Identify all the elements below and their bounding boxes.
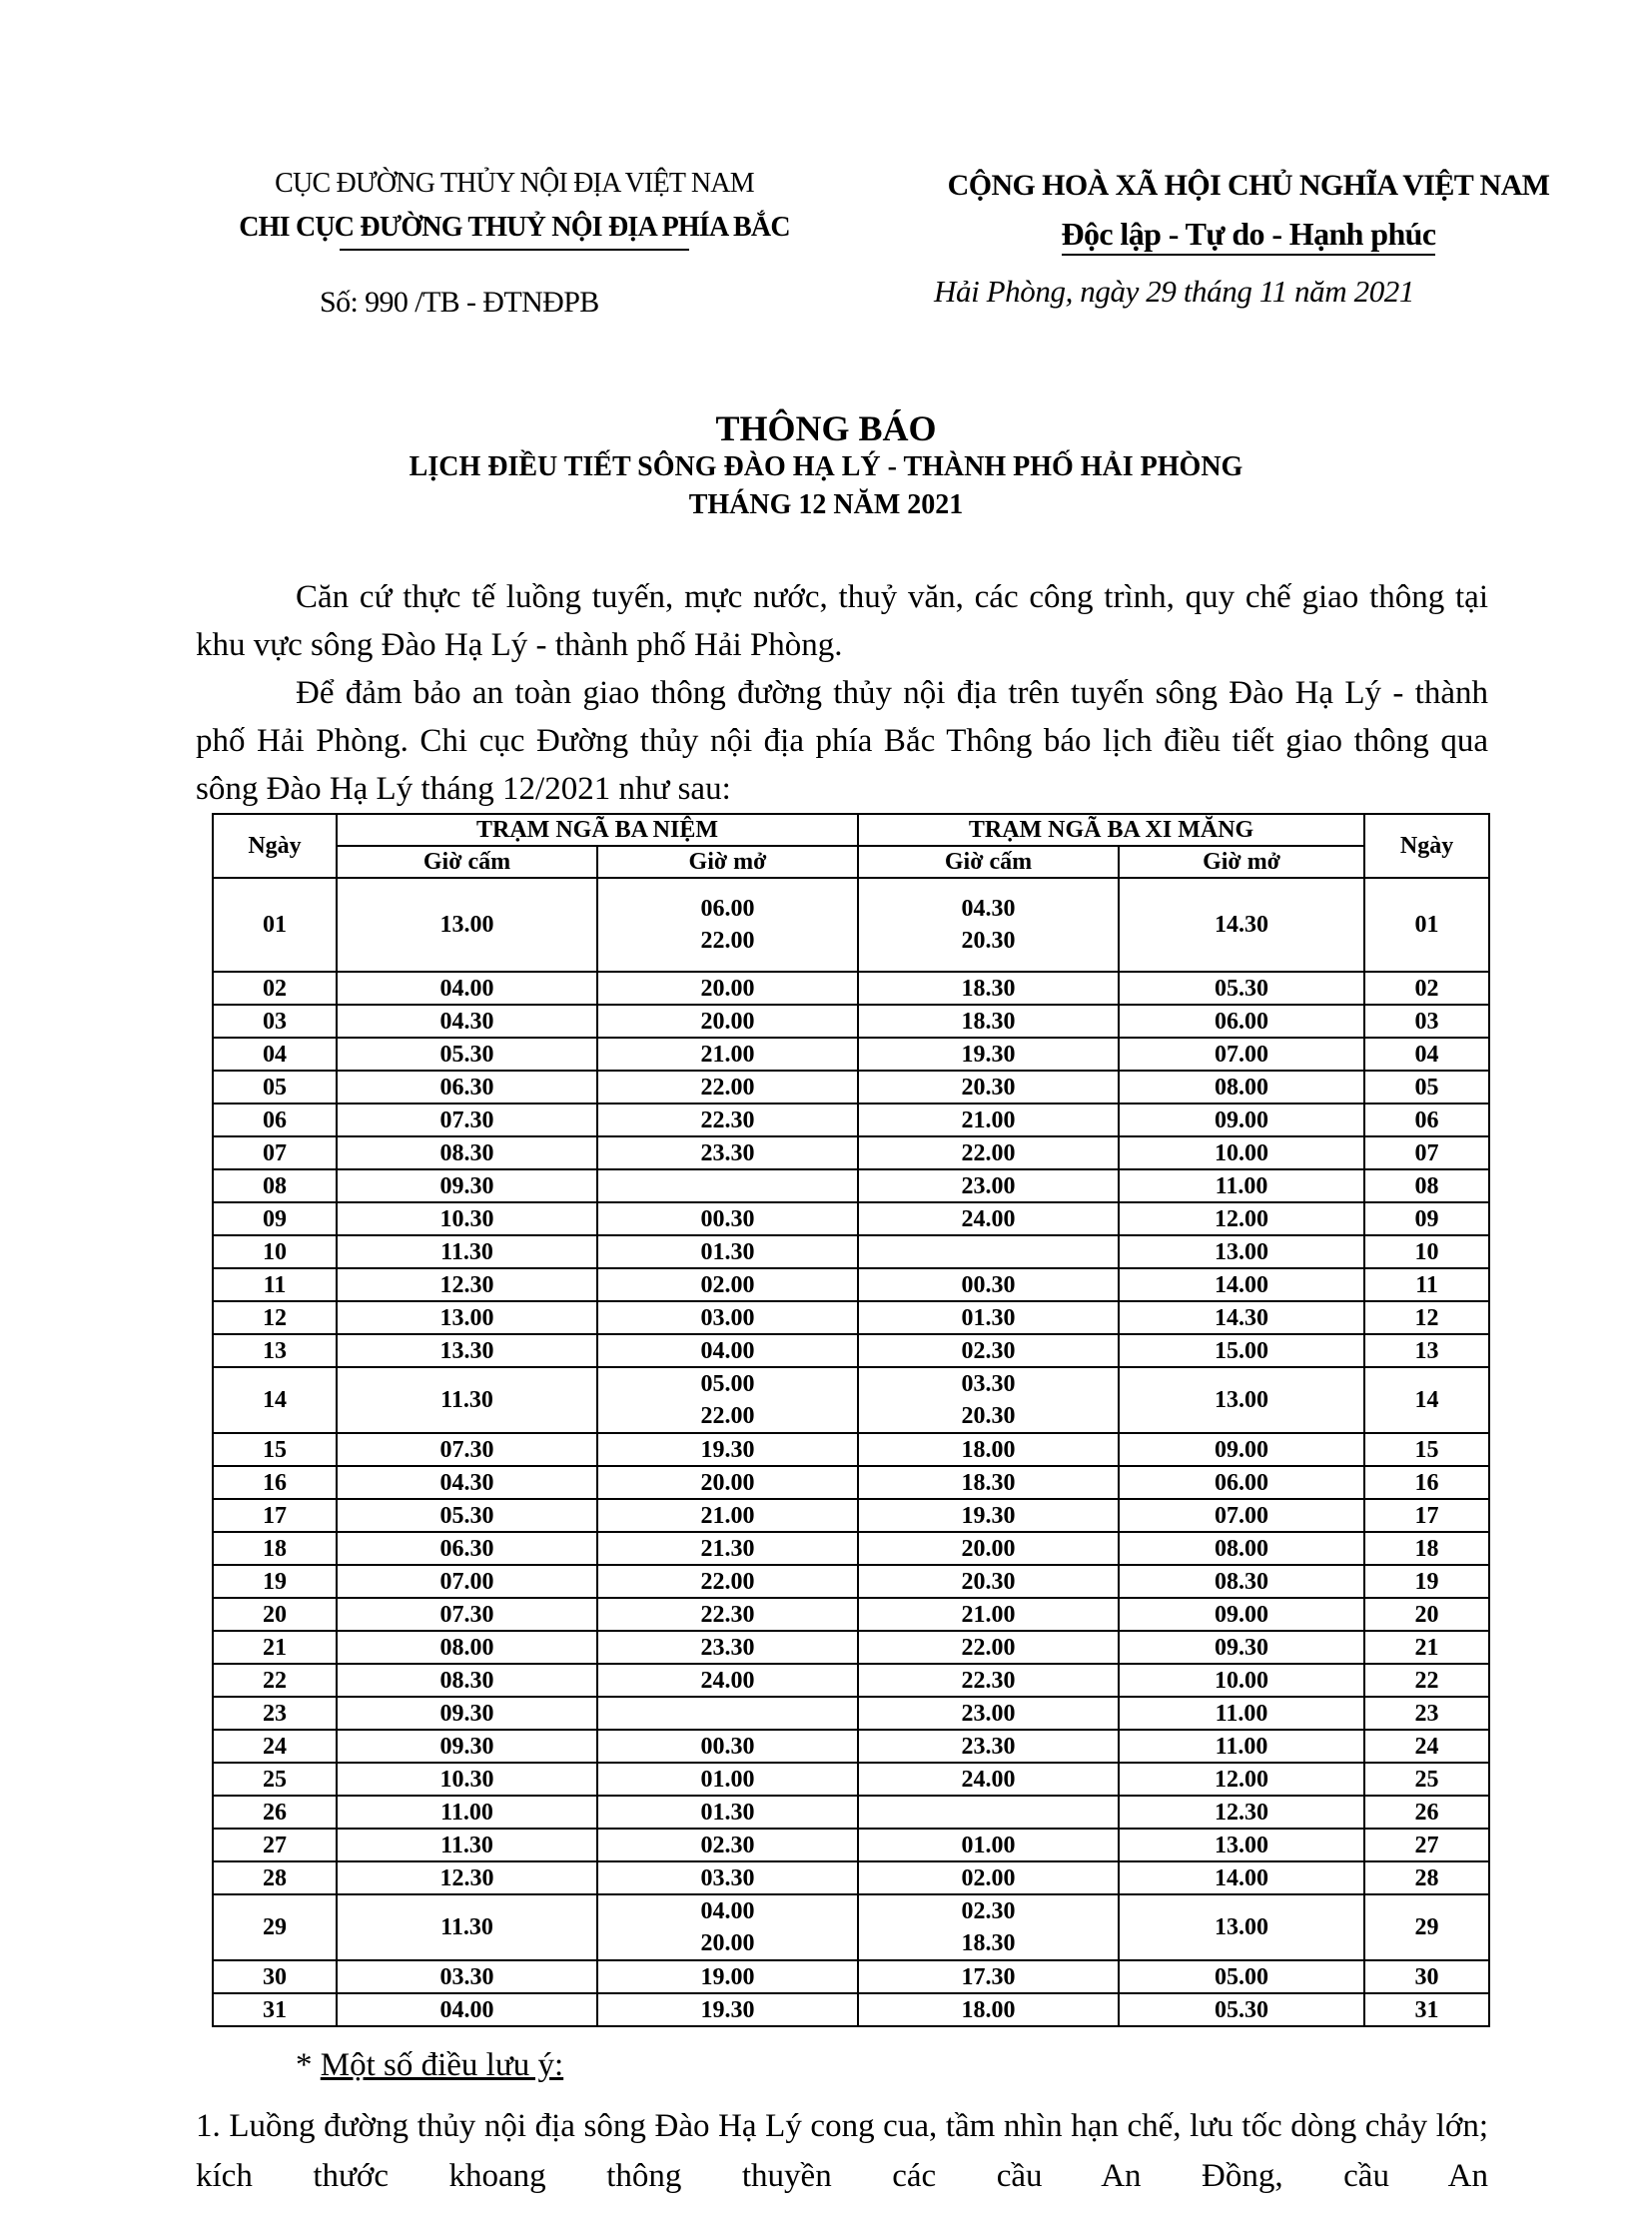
cell-close-ximang: 19.30	[858, 1038, 1119, 1071]
cell-close-ximang: 17.30	[858, 1960, 1119, 1993]
cell-day: 12	[213, 1301, 337, 1334]
table-row	[213, 1960, 1489, 1993]
cell-day-right: 16	[1364, 1466, 1489, 1499]
cell-day: 04	[213, 1038, 337, 1071]
cell-close-niem: 11.00	[337, 1796, 597, 1829]
agency-underline	[340, 249, 689, 251]
cell-open-niem: 23.30	[597, 1631, 858, 1664]
cell-day-right: 26	[1364, 1796, 1489, 1829]
cell-day-right: 31	[1364, 1993, 1489, 2026]
cell-open-niem: 22.30	[597, 1598, 858, 1631]
cell-day: 24	[213, 1730, 337, 1763]
cell-open-niem: 22.30	[597, 1104, 858, 1136]
cell-close-niem: 06.30	[337, 1532, 597, 1565]
cell-close-ximang: 18.00	[858, 1993, 1119, 2026]
cell-open-ximang: 14.30	[1119, 1301, 1364, 1334]
table-row	[213, 1993, 1489, 2026]
cell-day-right: 23	[1364, 1697, 1489, 1730]
table-row	[213, 1005, 1489, 1038]
table-row	[213, 1038, 1489, 1071]
cell-close-niem: 11.30	[337, 1829, 597, 1861]
cell-close-niem: 12.30	[337, 1268, 597, 1301]
cell-day: 15	[213, 1433, 337, 1466]
cell-close-ximang: 20.00	[858, 1532, 1119, 1565]
cell-day-right: 13	[1364, 1334, 1489, 1367]
motto: Độc lập - Tự do - Hạnh phúc	[1062, 216, 1436, 256]
cell-day: 18	[213, 1532, 337, 1565]
table-row	[213, 1631, 1489, 1664]
cell-day: 10	[213, 1235, 337, 1268]
table-row	[213, 1861, 1489, 1894]
paragraph-purpose	[196, 669, 1488, 813]
cell-day-right: 06	[1364, 1104, 1489, 1136]
cell-close-ximang: 23.00	[858, 1169, 1119, 1202]
cell-open-ximang: 13.00	[1119, 1894, 1364, 1960]
table-row	[213, 1104, 1489, 1136]
cell-close-niem: 07.00	[337, 1565, 597, 1598]
cell-open-ximang: 05.30	[1119, 972, 1364, 1005]
cell-day: 30	[213, 1960, 337, 1993]
cell-day-right: 12	[1364, 1301, 1489, 1334]
cell-open-niem: 19.30	[597, 1993, 858, 2026]
cell-close-ximang: 20.30	[858, 1565, 1119, 1598]
cell-close-ximang: 02.30	[858, 1334, 1119, 1367]
table-row	[213, 1334, 1489, 1367]
cell-open-niem: 21.30	[597, 1532, 858, 1565]
header-station-ximang: TRẠM NGÃ BA XI MĂNG	[858, 814, 1364, 846]
cell-day: 20	[213, 1598, 337, 1631]
cell-close-niem: 06.30	[337, 1071, 597, 1104]
cell-open-niem: 21.00	[597, 1499, 858, 1532]
table-row	[213, 1466, 1489, 1499]
agency-parent: CỤC ĐƯỜNG THỦY NỘI ĐỊA VIỆT NAM	[275, 168, 754, 199]
table-row	[213, 1894, 1489, 1960]
cell-day: 03	[213, 1005, 337, 1038]
cell-close-niem: 04.00	[337, 1993, 597, 2026]
table-row	[213, 1532, 1489, 1565]
cell-close-niem: 07.30	[337, 1433, 597, 1466]
cell-open-niem: 23.30	[597, 1136, 858, 1169]
cell-close-niem: 08.00	[337, 1631, 597, 1664]
schedule-table	[212, 813, 1490, 2027]
document-number: Số: 990 /TB - ĐTNĐPB	[320, 286, 599, 319]
cell-open-niem: 22.00	[597, 1071, 858, 1104]
table-row	[213, 1730, 1489, 1763]
cell-day: 14	[213, 1367, 337, 1433]
cell-day: 27	[213, 1829, 337, 1861]
table-row	[213, 1301, 1489, 1334]
cell-close-ximang: 21.00	[858, 1598, 1119, 1631]
cell-close-niem: 04.30	[337, 1466, 597, 1499]
cell-day-right: 19	[1364, 1565, 1489, 1598]
table-row	[213, 1433, 1489, 1466]
cell-open-ximang: 06.00	[1119, 1466, 1364, 1499]
cell-day: 17	[213, 1499, 337, 1532]
cell-close-niem: 10.30	[337, 1202, 597, 1235]
cell-close-ximang: 01.00	[858, 1829, 1119, 1861]
cell-open-ximang: 15.00	[1119, 1334, 1364, 1367]
cell-day-right: 20	[1364, 1598, 1489, 1631]
cell-open-niem: 06.00 22.00	[597, 878, 858, 972]
cell-close-ximang: 00.30	[858, 1268, 1119, 1301]
cell-day: 29	[213, 1894, 337, 1960]
cell-close-niem: 11.30	[337, 1367, 597, 1433]
cell-close-ximang: 18.30	[858, 1466, 1119, 1499]
cell-day: 13	[213, 1334, 337, 1367]
cell-open-ximang: 12.00	[1119, 1763, 1364, 1796]
paragraph-purpose-text: Để đảm bảo an toàn giao thông đường thủy nội địa trên tuyến sông Đào Hạ Lý - thành phố Hải Phòng. Chi cục Đường thủy nội địa phía Bắc Thông báo lịch điều tiết giao thông qua sông Đào Hạ Lý tháng 12/2021 như sau:	[196, 675, 1488, 807]
cell-day-right: 03	[1364, 1005, 1489, 1038]
cell-open-ximang: 07.00	[1119, 1499, 1364, 1532]
cell-close-niem: 09.30	[337, 1169, 597, 1202]
cell-open-niem: 20.00	[597, 1466, 858, 1499]
cell-open-niem: 04.00	[597, 1334, 858, 1367]
cell-close-ximang: 24.00	[858, 1763, 1119, 1796]
cell-day-right: 29	[1364, 1894, 1489, 1960]
header-day-left: Ngày	[213, 814, 337, 878]
cell-close-ximang: 04.30 20.30	[858, 878, 1119, 972]
cell-open-niem: 19.30	[597, 1433, 858, 1466]
table-row	[213, 1796, 1489, 1829]
table-row	[213, 1071, 1489, 1104]
cell-close-ximang: 22.00	[858, 1136, 1119, 1169]
cell-close-ximang: 21.00	[858, 1104, 1119, 1136]
cell-open-niem: 19.00	[597, 1960, 858, 1993]
cell-close-niem: 11.30	[337, 1235, 597, 1268]
paragraph-basis-text: Căn cứ thực tế luồng tuyến, mực nước, thuỷ văn, các công trình, quy chế giao thông tại khu vực sông Đào Hạ Lý - thành phố Hải Phòng.	[196, 579, 1488, 663]
cell-open-ximang: 11.00	[1119, 1169, 1364, 1202]
cell-open-ximang: 11.00	[1119, 1697, 1364, 1730]
document-subtitle: LỊCH ĐIỀU TIẾT SÔNG ĐÀO HẠ LÝ - THÀNH PHỐ HẢI PHÒNG	[409, 451, 1243, 482]
header-close-ximang: Giờ cấm	[858, 846, 1119, 878]
notes-heading	[296, 2047, 563, 2084]
cell-open-ximang: 09.00	[1119, 1433, 1364, 1466]
cell-open-ximang: 09.00	[1119, 1598, 1364, 1631]
cell-day: 25	[213, 1763, 337, 1796]
cell-open-niem: 02.30	[597, 1829, 858, 1861]
cell-open-ximang: 13.00	[1119, 1235, 1364, 1268]
cell-open-niem: 00.30	[597, 1202, 858, 1235]
header-station-niem: TRẠM NGÃ BA NIỆM	[337, 814, 858, 846]
cell-day: 02	[213, 972, 337, 1005]
table-row	[213, 1664, 1489, 1697]
table-row	[213, 1499, 1489, 1532]
cell-close-ximang: 22.00	[858, 1631, 1119, 1664]
cell-open-ximang: 08.00	[1119, 1532, 1364, 1565]
cell-open-ximang: 14.30	[1119, 878, 1364, 972]
cell-close-ximang: 19.30	[858, 1499, 1119, 1532]
cell-open-ximang: 10.00	[1119, 1664, 1364, 1697]
header-day-right: Ngày	[1364, 814, 1489, 878]
cell-open-niem: 04.00 20.00	[597, 1894, 858, 1960]
table-row	[213, 1169, 1489, 1202]
cell-open-ximang: 14.00	[1119, 1268, 1364, 1301]
cell-close-ximang: 02.00	[858, 1861, 1119, 1894]
cell-day-right: 24	[1364, 1730, 1489, 1763]
cell-day: 05	[213, 1071, 337, 1104]
notes-heading-text: Một số điều lưu ý:	[320, 2047, 564, 2083]
cell-day-right: 11	[1364, 1268, 1489, 1301]
cell-close-ximang: 23.30	[858, 1730, 1119, 1763]
cell-day-right: 15	[1364, 1433, 1489, 1466]
cell-open-ximang: 09.00	[1119, 1104, 1364, 1136]
cell-open-ximang: 13.00	[1119, 1367, 1364, 1433]
cell-day-right: 01	[1364, 878, 1489, 972]
cell-day-right: 17	[1364, 1499, 1489, 1532]
cell-day: 07	[213, 1136, 337, 1169]
cell-close-niem: 05.30	[337, 1499, 597, 1532]
cell-day-right: 28	[1364, 1861, 1489, 1894]
cell-open-niem: 03.00	[597, 1301, 858, 1334]
cell-close-niem: 10.30	[337, 1763, 597, 1796]
agency-name: CHI CỤC ĐƯỜNG THUỶ NỘI ĐỊA PHÍA BẮC	[239, 212, 790, 243]
cell-open-ximang: 14.00	[1119, 1861, 1364, 1894]
header-close-niem: Giờ cấm	[337, 846, 597, 878]
cell-open-ximang: 07.00	[1119, 1038, 1364, 1071]
cell-close-niem: 13.30	[337, 1334, 597, 1367]
cell-close-ximang: 24.00	[858, 1202, 1119, 1235]
cell-day-right: 05	[1364, 1071, 1489, 1104]
cell-open-niem: 01.00	[597, 1763, 858, 1796]
table-row	[213, 1202, 1489, 1235]
cell-close-niem: 07.30	[337, 1104, 597, 1136]
cell-open-niem: 03.30	[597, 1861, 858, 1894]
cell-close-niem: 09.30	[337, 1730, 597, 1763]
table-row	[213, 1598, 1489, 1631]
cell-day: 26	[213, 1796, 337, 1829]
cell-day: 28	[213, 1861, 337, 1894]
cell-day: 19	[213, 1565, 337, 1598]
paragraph-basis	[196, 573, 1488, 669]
cell-day: 22	[213, 1664, 337, 1697]
cell-day: 06	[213, 1104, 337, 1136]
table-row	[213, 972, 1489, 1005]
country-name: CỘNG HOÀ XÃ HỘI CHỦ NGHĨA VIỆT NAM	[947, 169, 1550, 202]
cell-open-ximang: 12.30	[1119, 1796, 1364, 1829]
cell-close-niem: 04.30	[337, 1005, 597, 1038]
cell-close-ximang: 02.30 18.30	[858, 1894, 1119, 1960]
header-open-niem: Giờ mở	[597, 846, 858, 878]
cell-close-niem: 13.00	[337, 1301, 597, 1334]
cell-day: 08	[213, 1169, 337, 1202]
notes-prefix: *	[296, 2047, 321, 2083]
cell-day-right: 22	[1364, 1664, 1489, 1697]
cell-close-niem: 07.30	[337, 1598, 597, 1631]
cell-close-ximang: 03.30 20.30	[858, 1367, 1119, 1433]
cell-open-niem: 01.30	[597, 1235, 858, 1268]
cell-close-niem: 08.30	[337, 1136, 597, 1169]
cell-day-right: 18	[1364, 1532, 1489, 1565]
cell-day-right: 08	[1364, 1169, 1489, 1202]
cell-open-niem: 21.00	[597, 1038, 858, 1071]
cell-open-ximang: 08.30	[1119, 1565, 1364, 1598]
cell-close-ximang: 22.30	[858, 1664, 1119, 1697]
cell-day: 01	[213, 878, 337, 972]
cell-open-niem: 00.30	[597, 1730, 858, 1763]
header-right	[869, 162, 1628, 258]
cell-close-ximang: 18.00	[858, 1433, 1119, 1466]
cell-open-niem	[597, 1697, 858, 1730]
cell-close-ximang	[858, 1235, 1119, 1268]
cell-open-niem: 01.30	[597, 1796, 858, 1829]
cell-day: 09	[213, 1202, 337, 1235]
cell-day-right: 04	[1364, 1038, 1489, 1071]
cell-close-ximang: 18.30	[858, 1005, 1119, 1038]
cell-open-ximang: 06.00	[1119, 1005, 1364, 1038]
cell-close-ximang: 23.00	[858, 1697, 1119, 1730]
cell-day-right: 27	[1364, 1829, 1489, 1861]
cell-close-ximang: 20.30	[858, 1071, 1119, 1104]
table-row	[213, 1268, 1489, 1301]
cell-open-ximang: 12.00	[1119, 1202, 1364, 1235]
cell-close-ximang: 18.30	[858, 972, 1119, 1005]
cell-close-niem: 04.00	[337, 972, 597, 1005]
table-row	[213, 1763, 1489, 1796]
cell-day-right: 14	[1364, 1367, 1489, 1433]
cell-open-niem: 05.00 22.00	[597, 1367, 858, 1433]
cell-close-ximang: 01.30	[858, 1301, 1119, 1334]
cell-day: 31	[213, 1993, 337, 2026]
cell-close-ximang	[858, 1796, 1119, 1829]
table-row	[213, 1367, 1489, 1433]
cell-open-ximang: 08.00	[1119, 1071, 1364, 1104]
cell-day: 16	[213, 1466, 337, 1499]
note-item-1: 1. Luồng đường thủy nội địa sông Đào Hạ Lý cong cua, tầm nhìn hạn chế, lưu tốc dòng chảy lớn; kích thước khoang thông thuyền các cầu An Đồng, cầu An	[196, 2108, 1488, 2194]
cell-close-niem: 12.30	[337, 1861, 597, 1894]
table-row	[213, 1697, 1489, 1730]
cell-close-niem: 09.30	[337, 1697, 597, 1730]
cell-close-niem: 13.00	[337, 878, 597, 972]
cell-open-ximang: 10.00	[1119, 1136, 1364, 1169]
cell-day-right: 07	[1364, 1136, 1489, 1169]
header-open-ximang: Giờ mở	[1119, 846, 1364, 878]
cell-open-niem: 24.00	[597, 1664, 858, 1697]
table-row	[213, 1136, 1489, 1169]
document-title: THÔNG BÁO	[715, 408, 937, 448]
cell-open-ximang: 11.00	[1119, 1730, 1364, 1763]
cell-day-right: 25	[1364, 1763, 1489, 1796]
cell-open-niem: 22.00	[597, 1565, 858, 1598]
cell-day-right: 30	[1364, 1960, 1489, 1993]
place-date: Hải Phòng, ngày 29 tháng 11 năm 2021	[934, 274, 1414, 309]
cell-close-niem: 11.30	[337, 1894, 597, 1960]
cell-day-right: 09	[1364, 1202, 1489, 1235]
cell-open-niem	[597, 1169, 858, 1202]
header-left	[160, 162, 869, 250]
table-row	[213, 1829, 1489, 1861]
cell-open-niem: 02.00	[597, 1268, 858, 1301]
cell-open-niem: 20.00	[597, 972, 858, 1005]
cell-open-ximang: 09.30	[1119, 1631, 1364, 1664]
cell-open-ximang: 13.00	[1119, 1829, 1364, 1861]
cell-close-niem: 08.30	[337, 1664, 597, 1697]
cell-open-niem: 20.00	[597, 1005, 858, 1038]
cell-open-ximang: 05.30	[1119, 1993, 1364, 2026]
cell-close-niem: 05.30	[337, 1038, 597, 1071]
cell-day-right: 10	[1364, 1235, 1489, 1268]
table-row	[213, 878, 1489, 972]
cell-day: 21	[213, 1631, 337, 1664]
document-month: THÁNG 12 NĂM 2021	[688, 489, 964, 520]
cell-day-right: 21	[1364, 1631, 1489, 1664]
table-row	[213, 1235, 1489, 1268]
cell-day-right: 02	[1364, 972, 1489, 1005]
cell-close-niem: 03.30	[337, 1960, 597, 1993]
cell-open-ximang: 05.00	[1119, 1960, 1364, 1993]
cell-day: 23	[213, 1697, 337, 1730]
cell-day: 11	[213, 1268, 337, 1301]
table-row	[213, 1565, 1489, 1598]
